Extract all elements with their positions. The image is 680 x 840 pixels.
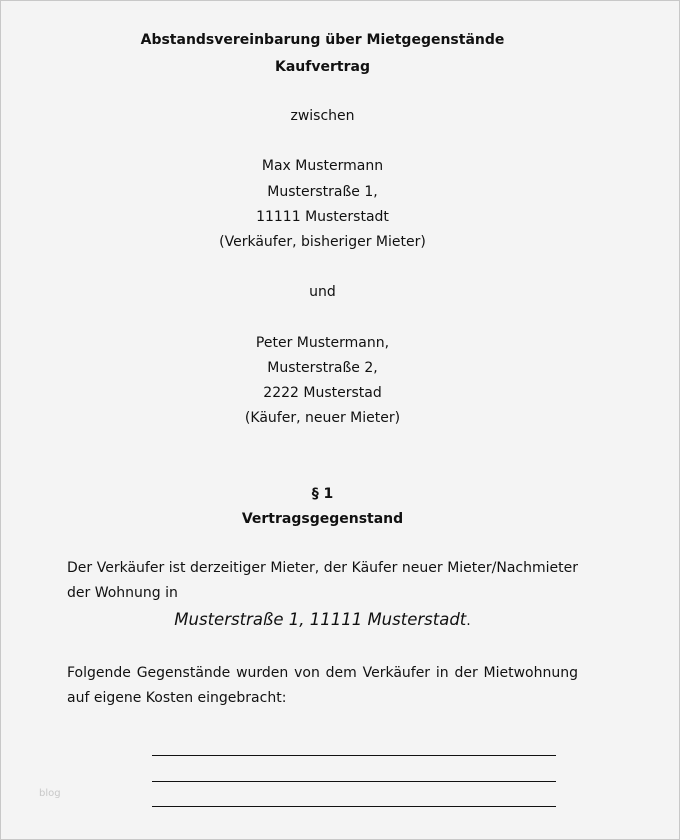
buyer-street: Musterstraße 2, bbox=[267, 360, 378, 376]
blank-line-3 bbox=[152, 806, 556, 807]
seller-role: (Verkäufer, bisheriger Mieter) bbox=[219, 234, 426, 250]
section-number: § 1 bbox=[311, 486, 334, 502]
seller-name: Max Mustermann bbox=[261, 158, 384, 174]
buyer-city: 2222 Musterstad bbox=[263, 385, 382, 401]
property-address: Musterstraße 1, 11111 Musterstadt bbox=[174, 610, 467, 629]
blank-line-1 bbox=[152, 755, 556, 756]
property-address-line bbox=[0, 611, 645, 630]
document-subtitle: Kaufvertrag bbox=[275, 59, 370, 75]
buyer-role: (Käufer, neuer Mieter) bbox=[244, 410, 401, 426]
address-period: . bbox=[466, 613, 471, 629]
paragraph-seller-tenant: Der Verkäufer ist derzeitiger Mieter, der Käufer neuer Mieter/Nachmieter der Wohnung in bbox=[67, 560, 578, 601]
paragraph-items: Folgende Gegenstände wurden von dem Verkäufer in der Mietwohnung auf eigene Kosten eingebracht: bbox=[67, 665, 578, 706]
buyer-name: Peter Mustermann, bbox=[255, 335, 390, 351]
watermark: blog bbox=[39, 788, 61, 799]
section-heading: Vertragsgegenstand bbox=[241, 511, 404, 527]
seller-street: Musterstraße 1, bbox=[267, 184, 378, 200]
and-label: und bbox=[309, 284, 336, 300]
between-label: zwischen bbox=[290, 108, 355, 124]
seller-city: 11111 Musterstadt bbox=[256, 209, 389, 225]
document-title: Abstandsvereinbarung über Mietgegenstände bbox=[140, 32, 505, 48]
blank-line-2 bbox=[152, 781, 556, 782]
